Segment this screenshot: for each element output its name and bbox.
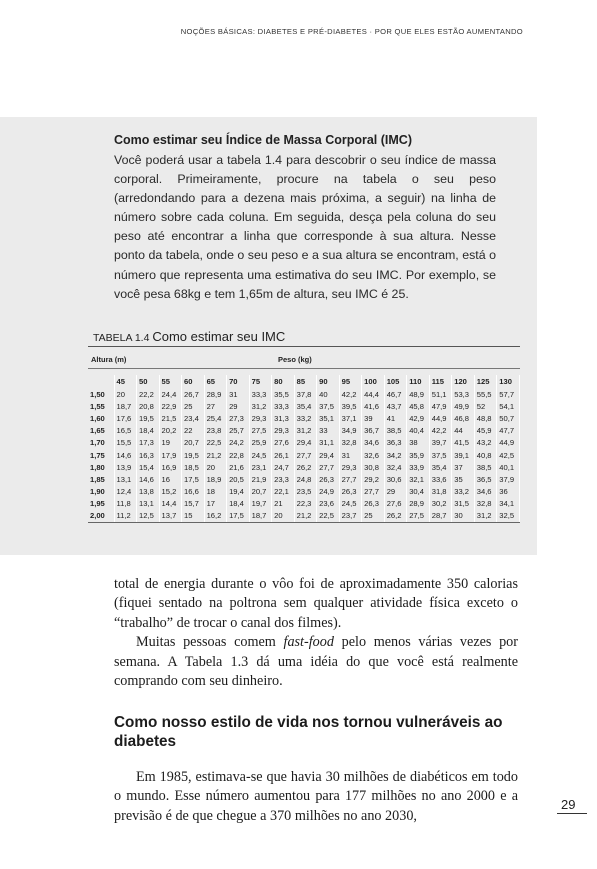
bmi-value-cell: 43,2 [474, 437, 497, 449]
bmi-value-cell: 21 [272, 498, 295, 510]
bmi-value-cell: 16,3 [137, 449, 160, 461]
bmi-value-cell: 22,3 [294, 498, 317, 510]
bmi-value-cell: 20,2 [159, 425, 182, 437]
bmi-value-cell: 33,9 [407, 461, 430, 473]
bmi-value-cell: 32,4 [384, 461, 407, 473]
height-cell: 1,95 [88, 498, 114, 510]
weight-header-cell: 80 [272, 375, 295, 388]
bmi-value-cell: 26,7 [182, 388, 205, 400]
bmi-value-cell: 32,5 [497, 510, 520, 522]
bmi-value-cell: 27,7 [362, 486, 385, 498]
bmi-value-cell: 42,2 [339, 388, 362, 400]
weight-header-cell: 115 [429, 375, 452, 388]
bmi-value-cell: 28,9 [407, 498, 430, 510]
bmi-value-cell: 49,9 [452, 400, 475, 412]
bmi-value-cell: 25,4 [204, 412, 227, 424]
bmi-value-cell: 11,2 [114, 510, 137, 522]
bmi-value-cell: 28,7 [429, 510, 452, 522]
bmi-value-cell: 29 [227, 400, 250, 412]
bmi-value-cell: 33,6 [429, 473, 452, 485]
weight-header-cell: 50 [137, 375, 160, 388]
weight-header-cell: 85 [294, 375, 317, 388]
bmi-value-cell: 35,9 [407, 449, 430, 461]
bmi-value-cell: 39 [362, 412, 385, 424]
bmi-value-cell: 23,1 [249, 461, 272, 473]
bmi-value-cell: 27,5 [407, 510, 430, 522]
bmi-value-cell: 44 [452, 425, 475, 437]
bmi-value-cell: 34,9 [339, 425, 362, 437]
bmi-value-cell: 16,6 [182, 486, 205, 498]
bmi-value-cell: 23,4 [182, 412, 205, 424]
bmi-value-cell: 26,1 [272, 449, 295, 461]
bmi-value-cell: 52 [474, 400, 497, 412]
height-cell: 1,55 [88, 400, 114, 412]
bmi-value-cell: 18,7 [114, 400, 137, 412]
weight-header-cell: 75 [249, 375, 272, 388]
bmi-value-cell: 31,8 [429, 486, 452, 498]
bmi-value-cell: 18,4 [227, 498, 250, 510]
bmi-value-cell: 16,2 [204, 510, 227, 522]
bmi-value-cell: 44,9 [497, 437, 520, 449]
bmi-value-cell: 17,6 [114, 412, 137, 424]
bmi-value-cell: 29 [384, 486, 407, 498]
bmi-value-cell: 40,1 [497, 461, 520, 473]
bmi-value-cell: 48,9 [407, 388, 430, 400]
height-cell: 1,90 [88, 486, 114, 498]
table-row [88, 388, 520, 400]
bmi-value-cell: 29,3 [339, 461, 362, 473]
fast-food-text-after: pelo menos várias vezes por semana. A Tabela 1.3 dá uma idéia do que você está realmente comprando com seu dinheiro. [114, 634, 519, 690]
bmi-value-cell: 44,9 [429, 412, 452, 424]
height-cell: 1,50 [88, 388, 114, 400]
page-number: 29 [561, 797, 576, 812]
bmi-value-cell: 32,6 [362, 449, 385, 461]
table-row [88, 486, 520, 498]
bmi-value-cell: 43,7 [384, 400, 407, 412]
height-cell: 1,80 [88, 461, 114, 473]
bmi-value-cell: 24,8 [294, 473, 317, 485]
table-row [88, 400, 520, 412]
height-axis-label: Altura (m) [91, 355, 127, 364]
bmi-value-cell: 41,6 [362, 400, 385, 412]
bmi-value-cell: 31,1 [317, 437, 340, 449]
bmi-value-cell: 14,6 [114, 449, 137, 461]
bmi-value-cell: 41,5 [452, 437, 475, 449]
weight-header-cell: 100 [362, 375, 385, 388]
bmi-value-cell: 29,2 [362, 473, 385, 485]
bmi-value-cell: 29,4 [317, 449, 340, 461]
table-row [88, 449, 520, 461]
running-head: NOÇÕES BÁSICAS: DIABETES E PRÉ-DIABETES · POR QUE ELES ESTÃO AUMENTANDO [180, 27, 523, 36]
bmi-value-cell: 34,6 [474, 486, 497, 498]
weight-header-cell: 90 [317, 375, 340, 388]
table-title: Como estimar seu IMC [152, 329, 286, 344]
bmi-value-cell: 16,5 [114, 425, 137, 437]
weight-header-cell: 105 [384, 375, 407, 388]
bmi-value-cell: 42,9 [407, 412, 430, 424]
table-row [88, 473, 520, 485]
weight-header-row [88, 375, 520, 388]
bmi-value-cell: 27 [204, 400, 227, 412]
table-row [88, 510, 520, 522]
bmi-value-cell: 33 [317, 425, 340, 437]
bmi-value-cell: 18,4 [137, 425, 160, 437]
bmi-value-cell: 27,3 [227, 412, 250, 424]
table-label: TABELA 1.4 [93, 332, 150, 344]
bmi-value-cell: 18,9 [204, 473, 227, 485]
bmi-value-cell: 47,9 [429, 400, 452, 412]
bmi-value-cell: 29,3 [249, 412, 272, 424]
weight-header-cell: 60 [182, 375, 205, 388]
table-row [88, 498, 520, 510]
bmi-value-cell: 50,7 [497, 412, 520, 424]
bmi-value-cell: 23,7 [339, 510, 362, 522]
bmi-value-cell: 16,9 [159, 461, 182, 473]
bmi-value-cell: 38,5 [384, 425, 407, 437]
bmi-value-cell: 20,5 [227, 473, 250, 485]
bmi-table [88, 375, 520, 523]
bmi-value-cell: 40,8 [474, 449, 497, 461]
bmi-value-cell: 36,5 [474, 473, 497, 485]
bmi-value-cell: 30,2 [429, 498, 452, 510]
weight-header-cell: 120 [452, 375, 475, 388]
bmi-value-cell: 35,1 [317, 412, 340, 424]
bmi-value-cell: 47,7 [497, 425, 520, 437]
height-cell: 1,65 [88, 425, 114, 437]
bmi-value-cell: 39,7 [429, 437, 452, 449]
bmi-value-cell: 23,5 [294, 486, 317, 498]
bmi-value-cell: 33,3 [249, 388, 272, 400]
bmi-value-cell: 16 [159, 473, 182, 485]
bmi-value-cell: 23,8 [204, 425, 227, 437]
bmi-value-cell: 38 [407, 437, 430, 449]
bmi-value-cell: 18,7 [249, 510, 272, 522]
bmi-value-cell: 25,9 [249, 437, 272, 449]
bmi-value-cell: 12,4 [114, 486, 137, 498]
height-cell: 1,75 [88, 449, 114, 461]
bmi-value-cell: 32,1 [407, 473, 430, 485]
bmi-value-cell: 15,5 [114, 437, 137, 449]
bmi-value-cell: 21,5 [159, 412, 182, 424]
bmi-value-cell: 19,4 [227, 486, 250, 498]
weight-header-cell: 55 [159, 375, 182, 388]
bmi-value-cell: 24,9 [317, 486, 340, 498]
table-row [88, 412, 520, 424]
bmi-value-cell: 24,5 [249, 449, 272, 461]
weight-header-cell: 125 [474, 375, 497, 388]
bmi-value-cell: 39,5 [339, 400, 362, 412]
bmi-value-cell: 26,3 [362, 498, 385, 510]
bmi-value-cell: 32,8 [339, 437, 362, 449]
table-row [88, 425, 520, 437]
bmi-value-cell: 26,2 [294, 461, 317, 473]
bmi-value-cell: 26,3 [317, 473, 340, 485]
paragraph-statistics: Em 1985, estimava-se que havia 30 milhões de diabéticos em todo o mundo. Esse número aumentou para 177 milhões no ano 2000 e a previsão é de que chegue a 370 milhões no ano 2030, [114, 769, 518, 824]
paragraph-fast-food [114, 633, 518, 691]
bmi-value-cell: 27,5 [249, 425, 272, 437]
bmi-value-cell: 25 [362, 510, 385, 522]
bmi-value-cell: 26,3 [339, 486, 362, 498]
bmi-value-cell: 53,3 [452, 388, 475, 400]
bmi-value-cell: 31,5 [452, 498, 475, 510]
table-subheader-rule [88, 368, 520, 369]
bmi-value-cell: 31 [227, 388, 250, 400]
weight-header-cell: 65 [204, 375, 227, 388]
bmi-value-cell: 34,6 [362, 437, 385, 449]
bmi-value-cell: 35,4 [294, 400, 317, 412]
bmi-value-cell: 30,6 [384, 473, 407, 485]
bmi-value-cell: 19,7 [249, 498, 272, 510]
bmi-value-cell: 21,9 [249, 473, 272, 485]
bmi-value-cell: 30 [452, 510, 475, 522]
weight-header-cell: 70 [227, 375, 250, 388]
bmi-value-cell: 23,6 [317, 498, 340, 510]
bmi-value-cell: 27,7 [317, 461, 340, 473]
bmi-value-cell: 29,4 [294, 437, 317, 449]
bmi-value-cell: 15 [182, 510, 205, 522]
bmi-value-cell: 17,3 [137, 437, 160, 449]
bmi-value-cell: 11,8 [114, 498, 137, 510]
bmi-value-cell: 22,1 [272, 486, 295, 498]
table-top-rule [88, 346, 520, 347]
bmi-value-cell: 31,2 [249, 400, 272, 412]
bmi-value-cell: 36,7 [362, 425, 385, 437]
bmi-value-cell: 40 [317, 388, 340, 400]
bmi-table-body [88, 388, 520, 522]
bmi-value-cell: 44,4 [362, 388, 385, 400]
weight-axis-label: Peso (kg) [278, 355, 312, 364]
bmi-value-cell: 18 [204, 486, 227, 498]
bmi-value-cell: 15,7 [182, 498, 205, 510]
bmi-value-cell: 33,3 [272, 400, 295, 412]
bmi-value-cell: 39,1 [452, 449, 475, 461]
bmi-value-cell: 24,2 [227, 437, 250, 449]
bmi-value-cell: 32,8 [474, 498, 497, 510]
bmi-value-cell: 25,7 [227, 425, 250, 437]
bmi-value-cell: 22,9 [159, 400, 182, 412]
bmi-value-cell: 38,5 [474, 461, 497, 473]
bmi-value-cell: 20 [272, 510, 295, 522]
bmi-value-cell: 36,3 [384, 437, 407, 449]
bmi-value-cell: 26,2 [384, 510, 407, 522]
bmi-info-box [0, 117, 537, 555]
height-cell: 1,85 [88, 473, 114, 485]
bmi-value-cell: 20,8 [137, 400, 160, 412]
bmi-value-cell: 34,1 [497, 498, 520, 510]
weight-header-cell: 45 [114, 375, 137, 388]
bmi-value-cell: 37,5 [429, 449, 452, 461]
bmi-value-cell: 48,8 [474, 412, 497, 424]
bmi-value-cell: 40,4 [407, 425, 430, 437]
section-heading: Como nosso estilo de vida nos tornou vulneráveis ao diabetes [114, 714, 503, 750]
bmi-value-cell: 57,7 [497, 388, 520, 400]
bmi-value-cell: 15,4 [137, 461, 160, 473]
bmi-value-cell: 12,5 [137, 510, 160, 522]
page-number-rule [557, 813, 587, 814]
bmi-value-cell: 31,2 [474, 510, 497, 522]
bmi-value-cell: 35,5 [272, 388, 295, 400]
bmi-value-cell: 37,9 [497, 473, 520, 485]
bmi-value-cell: 22,8 [227, 449, 250, 461]
paragraph-energy: total de energia durante o vôo foi de aproximadamente 350 calorias (fiquei sentado na poltrona sem qualquer atividade física exceto o “trabalho” de trocar o canal dos filmes). [114, 576, 518, 631]
corner-cell [88, 375, 114, 388]
bmi-value-cell: 27,7 [294, 449, 317, 461]
bmi-value-cell: 25 [182, 400, 205, 412]
bmi-value-cell: 37 [452, 461, 475, 473]
bmi-value-cell: 22,5 [317, 510, 340, 522]
bmi-value-cell: 33,2 [452, 486, 475, 498]
bmi-value-cell: 19 [159, 437, 182, 449]
bmi-value-cell: 15,2 [159, 486, 182, 498]
bmi-value-cell: 14,6 [137, 473, 160, 485]
bmi-value-cell: 27,6 [272, 437, 295, 449]
bmi-value-cell: 20,7 [182, 437, 205, 449]
bmi-value-cell: 27,6 [384, 498, 407, 510]
box-text: Você poderá usar a tabela 1.4 para descobrir o seu índice de massa corporal. Primeiramente, procure na tabela o seu peso (arredondando para a dezena mais próxima, a seguir) na linha de número sobre cada coluna. Em seguida, desça pela coluna do seu peso até encontrar a linha que corresponde à sua altura. Nesse ponto da tabela, onde o seu peso e a sua altura se encontram, está o número que representa uma estimativa do seu IMC. Por exemplo, se você pesa 68kg e tem 1,65m de altura, seu IMC é 25. [114, 153, 496, 301]
bmi-value-cell: 21,6 [227, 461, 250, 473]
bmi-value-cell: 20 [204, 461, 227, 473]
bmi-value-cell: 17,9 [159, 449, 182, 461]
weight-header-cell: 95 [339, 375, 362, 388]
height-cell: 1,60 [88, 412, 114, 424]
weight-header-cell: 110 [407, 375, 430, 388]
bmi-value-cell: 24,7 [272, 461, 295, 473]
bmi-value-cell: 20 [114, 388, 137, 400]
box-title: Como estimar seu Índice de Massa Corporal (IMC) [114, 133, 412, 147]
bmi-value-cell: 35 [452, 473, 475, 485]
body-paragraphs-bottom [114, 768, 518, 826]
bmi-value-cell: 21,2 [294, 510, 317, 522]
bmi-value-cell: 46,7 [384, 388, 407, 400]
fast-food-text-before: Muitas pessoas comem [136, 634, 284, 651]
height-cell: 1,70 [88, 437, 114, 449]
bmi-value-cell: 45,8 [407, 400, 430, 412]
bmi-value-cell: 20,7 [249, 486, 272, 498]
bmi-value-cell: 14,4 [159, 498, 182, 510]
bmi-value-cell: 23,3 [272, 473, 295, 485]
bmi-value-cell: 24,4 [159, 388, 182, 400]
bmi-value-cell: 17,5 [227, 510, 250, 522]
bmi-value-cell: 37,8 [294, 388, 317, 400]
bmi-value-cell: 34,2 [384, 449, 407, 461]
bmi-value-cell: 13,9 [114, 461, 137, 473]
bmi-value-cell: 18,5 [182, 461, 205, 473]
bmi-value-cell: 37,1 [339, 412, 362, 424]
bmi-value-cell: 19,5 [137, 412, 160, 424]
bmi-value-cell: 22,2 [137, 388, 160, 400]
bmi-value-cell: 55,5 [474, 388, 497, 400]
bmi-value-cell: 54,1 [497, 400, 520, 412]
weight-header-cell: 130 [497, 375, 520, 388]
bmi-value-cell: 13,1 [137, 498, 160, 510]
bmi-value-cell: 33,2 [294, 412, 317, 424]
bmi-value-cell: 13,7 [159, 510, 182, 522]
table-row [88, 437, 520, 449]
table-row [88, 461, 520, 473]
bmi-value-cell: 24,5 [339, 498, 362, 510]
bmi-value-cell: 22,5 [204, 437, 227, 449]
bmi-value-cell: 17,5 [182, 473, 205, 485]
bmi-value-cell: 42,5 [497, 449, 520, 461]
bmi-value-cell: 19,5 [182, 449, 205, 461]
bmi-value-cell: 13,8 [137, 486, 160, 498]
height-cell: 2,00 [88, 510, 114, 522]
bmi-value-cell: 31,2 [294, 425, 317, 437]
bmi-value-cell: 30,8 [362, 461, 385, 473]
bmi-value-cell: 35,4 [429, 461, 452, 473]
bmi-value-cell: 36 [497, 486, 520, 498]
bmi-value-cell: 13,1 [114, 473, 137, 485]
bmi-value-cell: 31 [339, 449, 362, 461]
body-paragraphs-top [114, 575, 518, 691]
bmi-value-cell: 21,2 [204, 449, 227, 461]
table-caption [93, 329, 285, 344]
bmi-value-cell: 31,3 [272, 412, 295, 424]
fast-food-term: fast-food [283, 634, 334, 651]
bmi-value-cell: 28,9 [204, 388, 227, 400]
bmi-value-cell: 42,2 [429, 425, 452, 437]
bmi-value-cell: 46,8 [452, 412, 475, 424]
bmi-value-cell: 51,1 [429, 388, 452, 400]
bmi-value-cell: 27,7 [339, 473, 362, 485]
bmi-value-cell: 41 [384, 412, 407, 424]
bmi-value-cell: 17 [204, 498, 227, 510]
bmi-value-cell: 30,4 [407, 486, 430, 498]
bmi-value-cell: 45,9 [474, 425, 497, 437]
bmi-value-cell: 29,3 [272, 425, 295, 437]
bmi-value-cell: 22 [182, 425, 205, 437]
bmi-value-cell: 37,5 [317, 400, 340, 412]
